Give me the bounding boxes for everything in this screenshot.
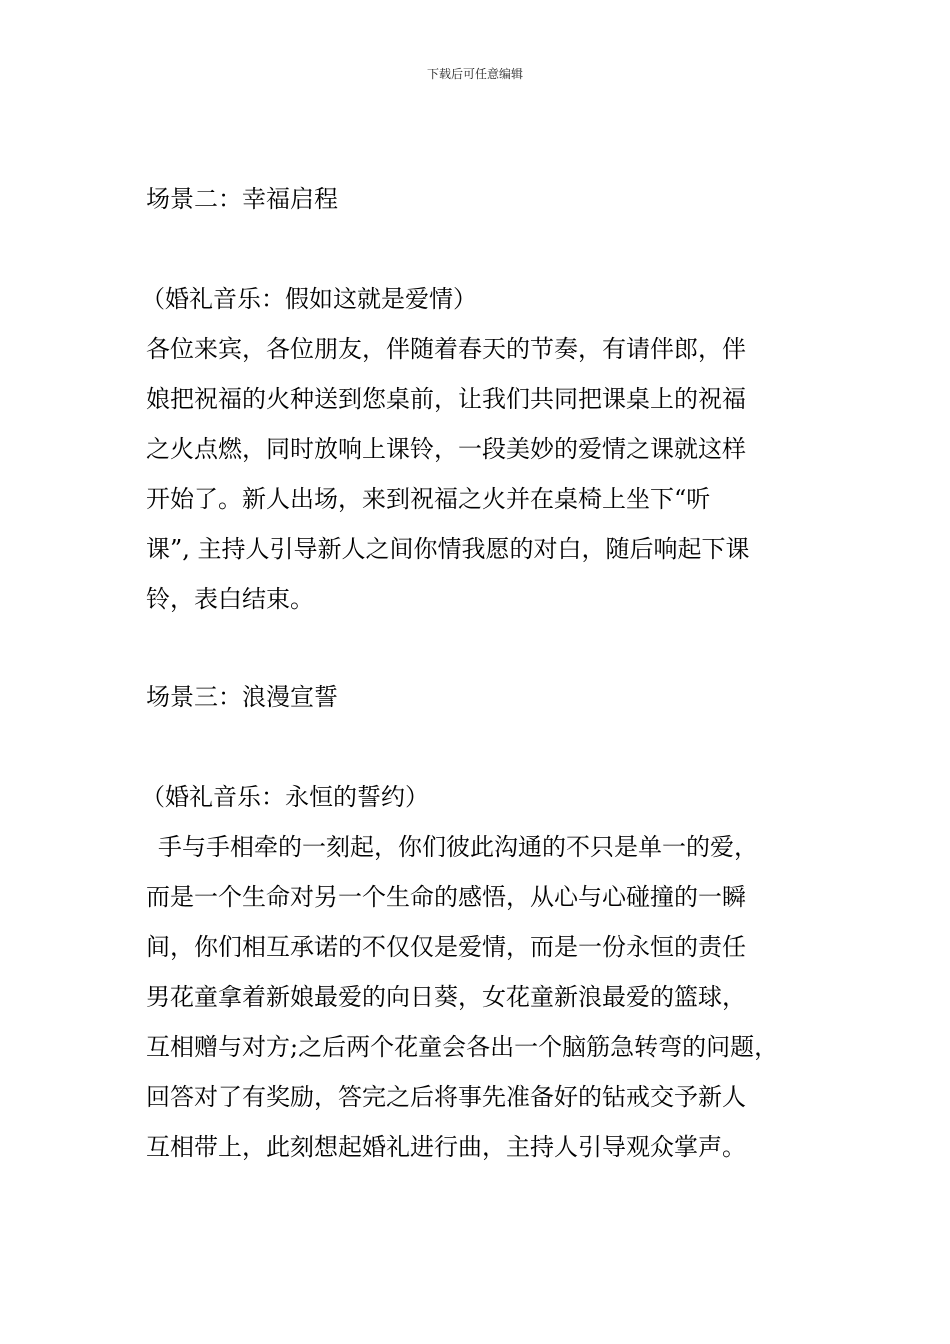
scene-2-line: 之火点燃，同时放响上课铃，一段美妙的爱情之课就这样 — [146, 435, 746, 463]
scene-2-line: 各位来宾，各位朋友，伴随着春天的节奏，有请伴郎，伴 — [146, 335, 746, 363]
scene-3-heading: 场景三：浪漫宣誓 — [146, 683, 338, 711]
page-header-note: 下载后可任意编辑 — [426, 67, 523, 81]
scene-3-line: 手与手相牵的一刻起，你们彼此沟通的不只是单一的爱， — [158, 833, 758, 861]
scene-3-line: 互相带上，此刻想起婚礼进行曲，主持人引导观众掌声。 — [146, 1133, 746, 1161]
scene-2-line: 课”, 主持人引导新人之间你情我愿的对白，随后响起下课 — [146, 535, 750, 563]
scene-2-line: 铃，表白结束。 — [146, 585, 314, 613]
scene-3-line: 回答对了有奖励，答完之后将事先准备好的钻戒交予新人 — [146, 1083, 746, 1111]
scene-3-line: 而是一个生命对另一个生命的感悟，从心与心碰撞的一瞬 — [146, 883, 746, 911]
scene-3-line: 男花童拿着新娘最爱的向日葵，女花童新浪最爱的篮球， — [146, 983, 746, 1011]
scene-2-line: 娘把祝福的火种送到您桌前，让我们共同把课桌上的祝福 — [146, 385, 746, 413]
scene-3-line: 间，你们相互承诺的不仅仅是爱情，而是一份永恒的责任 — [146, 933, 746, 961]
scene-3-music: （婚礼音乐：永恒的誓约） — [141, 783, 429, 811]
scene-2-music: （婚礼音乐：假如这就是爱情） — [141, 285, 477, 313]
scene-2-line: 开始了。新人出场，来到祝福之火并在桌椅上坐下“听 — [146, 485, 711, 513]
scene-3-line: 互相赠与对方;之后两个花童会各出一个脑筋急转弯的问题， — [146, 1033, 779, 1061]
scene-2-heading: 场景二：幸福启程 — [146, 185, 338, 213]
